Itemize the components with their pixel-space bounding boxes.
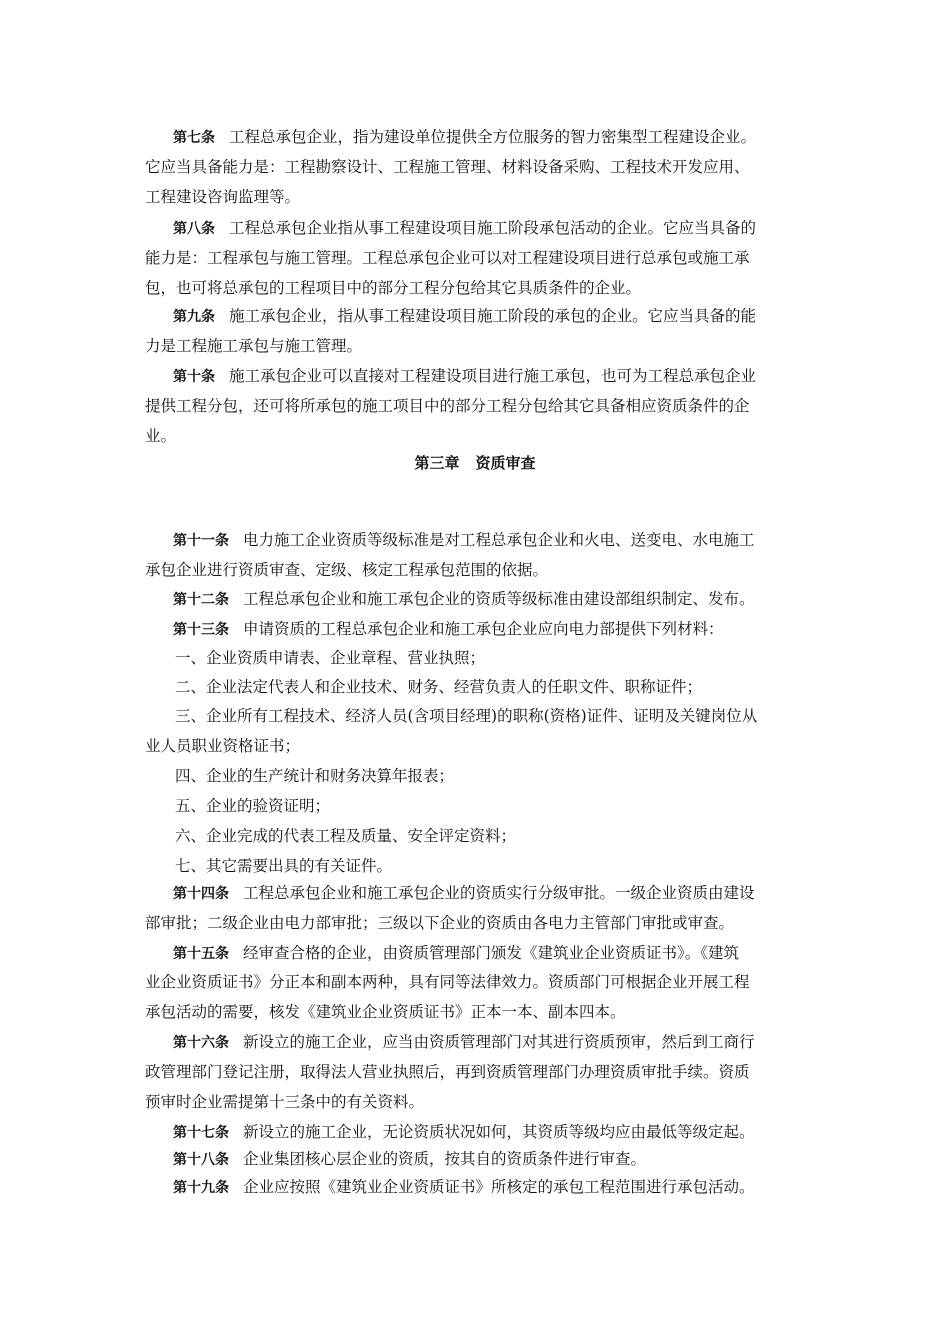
text-line: [145, 913, 805, 933]
article-number: 第十条: [173, 369, 215, 385]
line-text: 七、其它需要出具的有关证件。: [175, 857, 393, 875]
article-number: 第十四条: [173, 886, 229, 902]
line-text: 一、企业资质申请表、企业章程、营业执照；: [175, 649, 486, 667]
line-text: 新设立的施工企业，无论资质状况如何，其资质等级均应由最低等级定起。: [243, 1123, 755, 1141]
text-line: [145, 248, 805, 268]
line-text: 承包活动的需要，核发《建筑业企业资质证书》正本一本、副本四本。: [145, 1003, 626, 1021]
article-number: 第十一条: [173, 533, 229, 549]
text-line: [175, 766, 835, 786]
line-text: 企业应按照《建筑业企业资质证书》所核定的承包工程范围进行承包活动。: [243, 1178, 755, 1196]
line-text: 政管理部门登记注册，取得法人营业执照后，再到资质管理部门办理资质审批手续。资质: [145, 1063, 750, 1081]
line-text: 承包企业进行资质审查、定级、核定工程承包范围的依据。: [145, 561, 549, 579]
article-number: 第十三条: [173, 622, 229, 638]
text-line: [173, 127, 833, 148]
line-text: 工程总承包企业和施工承包企业的资质等级标准由建设部组织制定、发布。: [243, 590, 755, 608]
line-text: 申请资质的工程总承包企业和施工承包企业应向电力部提供下列材料：: [243, 620, 724, 638]
line-text: 部审批；二级企业由电力部审批；三级以下企业的资质由各电力主管部门审批或审查。: [145, 914, 735, 932]
text-line: [173, 306, 833, 327]
line-text: 工程建设咨询监理等。: [145, 188, 301, 206]
article-number: 第十二条: [173, 592, 229, 608]
chapter-number: 第三章: [414, 454, 460, 472]
text-line: [175, 796, 835, 816]
text-line: [173, 883, 833, 904]
line-text: 经审查合格的企业，由资质管理部门颁发《建筑业企业资质证书》。《建筑: [243, 944, 740, 962]
line-text: 业。: [145, 427, 177, 445]
line-text: 工程总承包企业和施工承包企业的资质实行分级审批。一级企业资质由建设: [243, 884, 755, 902]
line-text: 业企业资质证书》分正本和副本两种，具有同等法律效力。资质部门可根据企业开展工程: [145, 973, 750, 991]
line-text: 电力施工企业资质等级标准是对工程总承包企业和火电、送变电、水电施工: [243, 531, 755, 549]
text-line: [173, 218, 833, 239]
article-number: 第十九条: [173, 1180, 229, 1196]
article-number: 第七条: [173, 130, 215, 146]
article-number: 第十五条: [173, 946, 229, 962]
text-line: [173, 1032, 833, 1053]
text-line: [145, 278, 805, 298]
text-line: [175, 826, 835, 846]
line-text: 业人员职业资格证书；: [145, 737, 301, 755]
text-line: [145, 1002, 805, 1022]
text-line: [173, 366, 833, 387]
line-text: 能力是：工程承包与施工管理。工程总承包企业可以对工程建设项目进行总承包或施工承: [145, 249, 750, 267]
line-text: 提供工程分包，还可将所承包的施工项目中的部分工程分包给其它具备相应资质条件的企: [145, 397, 750, 415]
line-text: 包，也可将总承包的工程项目中的部分工程分包给其它具质条件的企业。: [145, 279, 642, 297]
text-line: [173, 619, 833, 640]
text-line: [145, 1062, 805, 1082]
article-number: 第十七条: [173, 1125, 229, 1141]
chapter-title: 资质审查: [475, 454, 536, 472]
text-line: [175, 677, 835, 697]
line-text: 二、企业法定代表人和企业技术、财务、经营负责人的任职文件、职称证件；: [175, 678, 703, 696]
text-line: [173, 943, 833, 964]
text-line: [145, 736, 805, 756]
article-number: 第十八条: [173, 1152, 229, 1168]
line-text: 它应当具备能力是：工程勘察设计、工程施工管理、材料设备采购、工程技术开发应用、: [145, 158, 750, 176]
text-line: [175, 706, 835, 726]
text-line: [145, 1092, 805, 1112]
text-line: [173, 1149, 833, 1170]
text-line: [175, 856, 835, 876]
text-line: [173, 589, 833, 610]
line-text: 企业集团核心层企业的资质，按其自的资质条件进行审查。: [243, 1150, 647, 1168]
line-text: 施工承包企业可以直接对工程建设项目进行施工承包，也可为工程总承包企业: [229, 367, 757, 385]
chapter-heading: [0, 453, 950, 473]
line-text: 工程总承包企业，指为建设单位提供全方位服务的智力密集型工程建设企业。: [229, 128, 757, 146]
line-text: 施工承包企业，指从事工程建设项目施工阶段的承包的企业。它应当具备的能: [229, 307, 757, 325]
line-text: 新设立的施工企业，应当由资质管理部门对其进行资质预审，然后到工商行: [243, 1033, 755, 1051]
text-line: [173, 530, 833, 551]
text-line: [145, 560, 805, 580]
line-text: 六、企业完成的代表工程及质量、安全评定资料；: [175, 827, 517, 845]
line-text: 工程总承包企业指从事工程建设项目施工阶段承包活动的企业。它应当具备的: [229, 219, 757, 237]
text-line: [145, 187, 805, 207]
article-number: 第九条: [173, 309, 215, 325]
text-line: [145, 972, 805, 992]
text-line: [145, 396, 805, 416]
line-text: 四、企业的生产统计和财务决算年报表；: [175, 767, 455, 785]
text-line: [145, 426, 805, 446]
line-text: 预审时企业需提第十三条中的有关资料。: [145, 1093, 425, 1111]
text-line: [173, 1122, 833, 1143]
text-line: [145, 336, 805, 356]
line-text: 五、企业的验资证明；: [175, 797, 331, 815]
article-number: 第八条: [173, 221, 215, 237]
article-number: 第十六条: [173, 1035, 229, 1051]
line-text: 力是工程施工承包与施工管理。: [145, 337, 363, 355]
text-line: [175, 648, 835, 668]
line-text: 三、企业所有工程技术、经济人员(含项目经理)的职称(资格)证件、证明及关键岗位从: [175, 707, 758, 725]
text-line: [145, 157, 805, 177]
text-line: [173, 1177, 833, 1198]
